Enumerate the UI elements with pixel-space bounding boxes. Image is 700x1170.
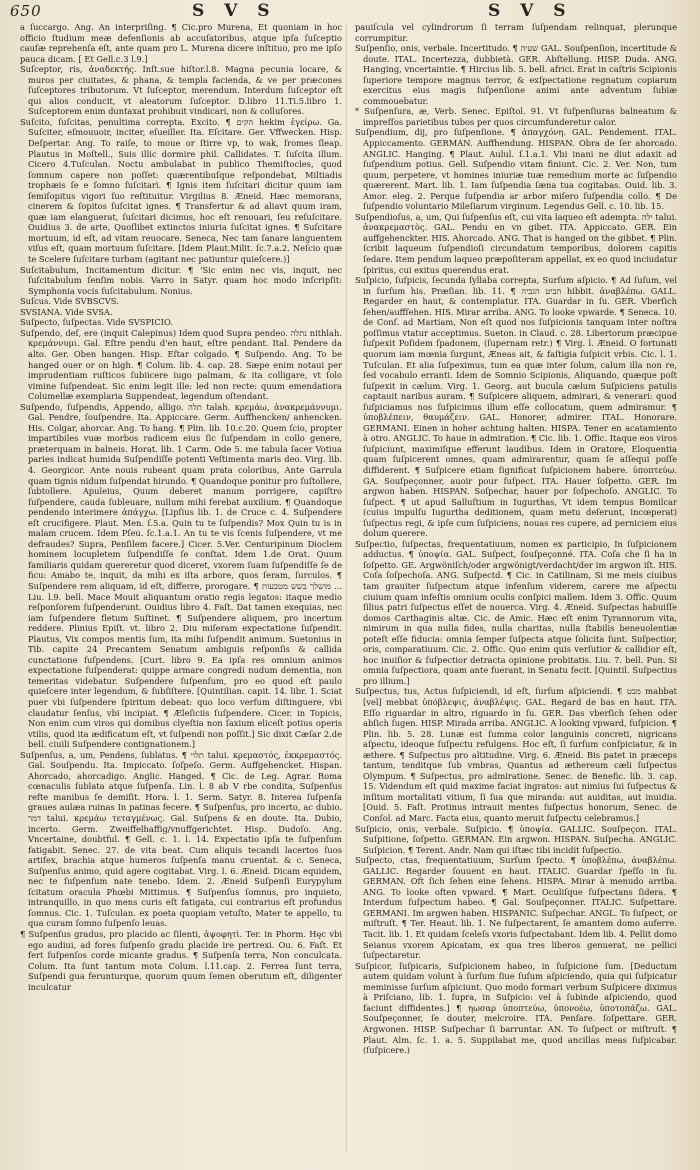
dictionary-entry: * Suſpenſura, æ, Verb. Senec. Epiſtol. 91. Vt ſuſpenſiuras balneatum & impreſſos parietibus tubos per quos circumfunderetur calor. [355, 106, 677, 127]
left-column [20, 22, 342, 1162]
column-divider [346, 24, 347, 1154]
dictionary-entry: pauiſcula vel cylindrorum ſi terram ſuſpendam relinquat, plerunque corrumpitur. [355, 22, 677, 43]
dictionary-entry: ¶ Suſpenſus gradus, pro placido ac ſilenti, ἀψοφητὶ. Ter. in Phorm. Hęc vbi ego audiui, ad fores ſuſpenſo gradu placide ire pertrexi. Ou. 6. Faſt. Et fert ſuſpenſos corde micante gradus. ¶ Suſpenſa terra, Non conculcata. Colum. Ita ſunt tantum mota Colum. l.11.cap. 2. Ferrea ſunt terra, Suſpendi gua ferunturque, quorum quum ſemen oberutum eſt, diligenter inculcatur [20, 929, 342, 992]
dictionary-entry: Suſpendium, dij, pro ſuſpenſione. ¶ ἀπαγχόνη. GAL. Pendement. ITAL. Appiccamento. GERMAN. Auffhendung. HISPAN. Obra de ſer ahorcado. ANGLIC. Hanging. ¶ Plaut. Aulul. ſ.1.a.1. Vbi inani ne diut adaxit ad ſuſpendium potius. Gell. Suſpendio vitam finiunt. Cic. 2. Ver. Non, tum quum, perpetere, vt homines iniuriæ tuæ remedium morte ac ſuſpendio quærerent. Mart. lib. 1. Iam ſuſpendia ſæna tua cogitabas. Ouid. lib. 3. Amor. eleg. 2. Perque ſuſpendia ar arbor miſero ſuſpendia collo. ¶ De ſuſpendio voluntario Mileſiarum virginum. Legendus Gell. c. 10. lib. 15. [355, 127, 677, 212]
dictionary-entry: Suſcus. Vide SVBSCVS. [20, 296, 119, 307]
dictionary-entry: a ſuccargo. Ang. An interpriſing. ¶ Cic.pro Murena, Et quoniam in hoc officio ſtudium meæ defenſionis ab accuſatoribus, atque ipſa ſuſceptio cauſæ reprehenſa eſt, ante quam pro L. Murena dicere inſtituo, pro me ipſo pauca dicam. [ Et Gell.c.3 l.9.] [20, 22, 342, 64]
page-number: 650 [10, 2, 42, 20]
dictionary-entry: Suſpendo, ſuſpendis, Appendo, alligo. תלה talah. κρεμάω, ἀνακρεμάννυμι. Gal. Pendre, ſouſpendre. Ita. Appiccare. Germ. Auffhencken/ anhencken. His. Colgar, ahorcar. Ang. To hang. ¶ Plin. lib. 10.c.20. Quem ſcio, propter impartibiles vuæ morbos radicem eius ſic ſuſpendam in collo genere, præterquam in balneis. Horat. lib. 1 Carm. Ode 5. me tabula ſacer Votiua paries indicat humida Suſpendiſſe potenti Veſtimenta maris deo. Virg. lib. 4. Georgicor. Ante nouis rubeant quam prata coloribus, Ante Garrula quam tignis nidum ſuſpendat hirundo. ¶ Quandoque ponitur pro ſuſtollere, ſubtollere. Apuleius, Quum deberet manum porrigere, capiſtro ſuſpendere, cauda ſubleuare, nullum mihi ferebat auxilium. ¶ Quandoque pendendo interimere ἀπάγχω. [Lipſius lib. 1. de Cruce c. 4. Suſpendere eſt crucifigere. Plaut. Men. ſ.5.a. Quin tu te ſuſpendis? Mox Quin tu is in malam crucem. Idem Pſeu. ſc.1.a.1. An tu te vis ſcenis ſuſpendere, vt me defraudes? Supra, Penſilem facere.] Cicer. 5.Ver. Centuripinum Dioclem hominem locupletem ſuſpendiſſe ſe conſtat. Idem 1.de Orat. Quum familiaris quidam quereretur quod diceret, vxorem ſuam ſuſpendiſſe ſe de ficu: Amabo te, inquit, da mihi ex iſta arbore, quos ſeram, ſurculos. ¶ Suſpendere rem aliquam, id eſt, differre, prorogare. ¶ מושלך בשש מטבעות ... Liu. l.9. bell. Mace Mouit aliquantum oratio regis legatos: itaque medio reſponſorem ſuſpenderunt. Ouidius libro 4. Faſt. Dat tamen exequias, nec iam ſuſpendere fletum Suſtinet. ¶ Suſpendere aliquem, pro incertum reddere. Plinius Epiſt. vt. libro 2. Diu miſeram expectatione ſuſpendit. Plautus, Vix compos mentis ſum, ita mihi ſuſpendit animum. Suetonius in Tib. capite 24 Precantem Senatum ambiguis reſponſis & callida cunctatione ſuſpendens. [Curt. libro 9. Ea ipſa res omnium animos expectatione ſuſpenderat: quippe armare congredi nudum dementia, non temeritas videbatur. Suſpendere ſuſpenſum, pro eo quod eſt paulo quieſcere inter legendum, & ſubſiſtere. [Quintilian. capit. 14. libr. 1. Sciat puer vbi ſuſpendere ſpiritum debeat: quo loco verſum diſtinguere, vbi claudatur ſenſus, vbi incipiat. ¶ Æleſiciis ſuſpendere. Cicer. in Topicis, Non enim cum viros qui domibus clyeſtia non ſaxium eliceſt potius operis vtilis, quod ita ædificatum eſt, vt ſuſpendi non poſſit.] Sic dixit Cæſar 2.de bell. ciuili Suſpendere contignationem.] [20, 401, 342, 750]
running-head-right: S V S [488, 1, 573, 21]
dictionary-entry: Suſcito, ſuſcitas, penultima correpta. Excito. ¶ הקים hekim ἐγείρω. Ga. Suſciter, eſmouuoir, inciter, eſueiller. Ita. Eſcitare. Ger. Vffwecken. Hisp. Deſpertar. Ang. To raiſe, to moue or ſtirre vp, to wak, ſromes ſleap. Plautus in Moſtell., Suis illic dormire phil. Callidates. T. ſuſcita illum. Cicero 4.Tuſculan. Noctu ambulabat in publico Themiſtocles, quod ſomnum capere non poſſet: quærentibuſque reſpondebat, Miltiadis trophæis ſe e ſomno ſuſcitari. ¶ Ignis item ſuſcitari dicitur quum iam ſemiſopitus vigori ſuo reſtituitur. Virgilius 8. Æneid. Hæc memorans, cinerem & ſopitos ſuſcitat ignes. ¶ Transfertur & ad aliavt quum iram, quæ iam elanguerat, ſuſcitari dicimus, hoc eſt renouari, ſeu reſuſcitare. Ouidius 3. de arte, Quoſlibet extinctos iniuria ſuſcitat ignes. ¶ Suſcitare mortuum, id eſt, ad vitam reuocare. Seneca, Nec tam ſanare languentem viſus eſt, quam mortuum ſuſcitare. [Idem Plaut.Milit. ſc.7.a.2. Neſcio quæ te Scelere ſuſcitare turbam (agitant nec patiuntur quieſcere.)] [20, 116, 342, 265]
dictionary-entry: Suſpicio, onis, verbale. Suſpicio. ¶ ὑποψία. GALLIC. Souſpeçon. ITAL. Suſpitione, ſoſpetto. GERMAN. Ein argwon. HISPAN. Suſpecha. ANGLIC. Suſpicion. ¶ Terent. Andr. Nam qui iſtæc tibi incidit ſuſpectio. [355, 823, 677, 855]
dictionary-entry: Suſpenſus, a, um, Pendens, ſublatus. ¶ תלוי talui. κρεμαστός, ἐκκρεμαστός. Gal. Souſpendu. Ita. Impiccato. ſoſpeſo. Germ. Auffgehencket. Hispan. Ahorcado, ahorcadigo. Anglic. Hanged. ¶ Cic. de Leg. Agrar. Roma cœnaculis ſublata atque ſuſpenſa. Lin. l. 8 ab V rbe condita, Suſpenſus refte manibus ſe demiſit. Hora. l. 1. Serm. Satyr. 8. Interea ſuſpenſa graues aulæa ruinas In patinas fecere. ¶ Suſpenſus, pro incerto, ac dubio. דמר talui. κρεμάω τεταγμένως. Gal. Suſpens & en doute. Ita. Dubio, incerto. Germ. Zweiffelhaffig/vnuffgerichtet. Hisp. Dudoſo. Ang. Vncertaine, doubtful. ¶ Gell. c. 1. l. 14. Expectatio ipſa te ſuſpenſum fatigabit. Senec. 27. de vita beat. Cum aliquis tecandi lacertos ſuos artifex, brachia atque humeros ſuſpenſa manu cruentat. & c. Seneca, Suſpenſus animo, quid agere cogitabat. Virg. l. 6. Æneid. Dicam equidem, nec te ſuſpenſum nate tenebo. Idem. 2. Æneid Suſpenſi Eurypylum ſcitatum oracula Phœbi Mittimus. ¶ Suſpenſus ſomnus, pro inquieto, intranquillo, in quo mens curis eſt fatigata, cui contrarius eſt profundus ſomnus. Cic. 1. Tuſculan. ex poeta quopiam vetuſto, Mater te appello, tu qua curam ſomno ſuſpenſo leuas. [20, 749, 342, 929]
dictionary-entry: Suſpectio, ſuſpectas, frequentatiuum, nomen ex participio, In ſuſpicionem adductus. ¶ ὑποψία. GAL. Suſpect, ſouſpeçonné. ITA. Coſa che ſi ha in ſoſpetto. GE. Argwöniſch/oder argwönigt/verdacht/der im argwon iſt. HIS. Coſa ſoſpechoſa. ANG. Suſpectd. ¶ Cic. in Catilinam, Si me meis ciuibus tam grauiter ſuſpectum atque infenſum viderem, carere me aſpectu ciuium quam infeſtis omnium oculis conſpici mallem. Idem 3. Offic. Quum ſilius patri ſuſpectus eſſet de nouerca. Virg. 4. Æneid. Suſpectas habuiſſe domos Carthaginis altæ. Cic. de Amic. Hæc eſt enim Tyrannorum vita, nimirum in qua nulla fides, nulla charitas, nulla ſtabilis beneuolentiæ poteſt eſſe fiducia: omnia ſemper ſuſpecta atque ſolicita ſunt. Suſpectior, oris, comparatiuum. Cic. 2. Offic. Quo enim quis verſutior & callidior eſt, hoc inuiſior & ſuſpectior detracta opinione probitatis. Liu. 7. bell. Pun. Si omnia ſuſpectiora, quam ante fuerant, in Senatu fecit. [Quintil. Suſpectius pro illium.] [355, 538, 677, 686]
running-head-left: S V S [192, 1, 277, 21]
dictionary-entry: Suſpendo, deſ, ere (inquit Calepinus) Idem quod Supra pendeo. נתלה nithlah. κρεμάννυμι. Gal. Eſtre pendu d'en haut, eſtre pendant. Ital. Pendere da alto. Ger. Oben hangen. Hisp. Eſtar colgado. ¶ Suſpendo. Ang. To be hanged ouer or on high. ¶ Colum. lib. 4. cap. 28. Sæpe enim notaui per imprudentiam ruſticos ſubiicere iugo palmam, & ita colligare, vt ſolo vimine ſuſpendeat. Sic enim legit ille: led non recte: quum emendatiora Columellæ exemplaria Suppendeat, legendum oſtendant. [20, 327, 342, 402]
dictionary-entry: Suſpectus, tus, Actus ſuſpiciendi, id eſt, ſurſum aſpiciendi. ¶ מבט mabbat [vel] mebbat ὑπόβλεψις, ἀναβλέψις. GAL. Regard de bas en haut. ITA. Eſſo riguardar in altro, riguardo in ſu. GER. Das vberſich ſehen oder abſich ſugen. HISP. Mirada arriba. ANGLIC. A looking vpward, ſuſpicion. ¶ Plin. lib. 5. 28. Lunæ est ſumma color languinis concreti, nigricans aſpectu, ideoque ſuſpectu refulgens. Hoc eſt, ſi ſurſum conſpiciatur, & in æthere. ¶ Suſpectus pro altitudine. Virg. 6. Æneid. Bis patet in præceps tantum, tenditque ſub vmbras, Quantus ad æthereum cæli ſuſpectus Olympum. ¶ Suſpectus, pro admiratione. Senec. de Benefic. lib. 3. cap. 15. Videndum eſt quid maxime faciat ingratos: aut nimius ſui ſuſpectus & inſitum mortalitati vitium, ſi ſua que miranda: aut auiditas, aut inuidia. [Ouid. 5. Faſt. Protinus intrauit mentes ſuſpectus honorum, Senec. de Conſol. ad Marc. Facta eius, quanto meruit ſuſpectu celebramus.] [355, 686, 677, 824]
right-column [355, 22, 677, 1162]
dictionary-entry: Suſceptor, ris, ἀναδεκτής. Inſt.sue hiſtor.l.8. Magna pecunia locare, & muros per ciuitates, & phana, & templa facienda, & ve per præcones ſuſceptores tributorum. Vt ſuſceptor, merendum. Interdum ſuſceptor eſt qui alios conducit, vt aleatorum ſuſceptor. D.libro 11.Ti.5.libro 1. Suſceptorem enim duntaxat prohibuit vindicari, non & colluſores. [20, 64, 342, 117]
dictionary-entry: Suſpecto, ſuſpectas. Vide SVSPICIO. [20, 317, 173, 328]
dictionary-entry: Suſpecto, ctas, frequentatiuum, Surſum ſpecto. ¶ ὑποβλέπω, ἀναβλέπω. GALLIC. Regarder ſouuent en haut. ITALIC. Guardar ſpeſſo in ſu. GERMAN. Oft ſich ſehen eine ſehens. HISPA. Mirar à menudo arriba. ANG. To looke often vpward. ¶ Mart. Oculiſque ſuſpectans ſidera. ¶ Interdum ſuſpectum habeo. ¶ Gal. Souſpeçonner. ITALIC. Suſpettare. GERMANI. Im argwen haben. HISPANIC. Suſpechar. ANGL. To ſuſpect, or miſtruſt. ¶ Ter. Heaut. lib. 1. Ne ſuſpectarent, ſe amantem domo auferre. Tacit. lib. 1. Et quidam ſceleſs vxoris ſuſpectabant. Idem lib. 4. Pellit domo Seianus vxorem Apicatam, ex qua tres liberos genuerat, ne pellici ſuſpectaretur. [355, 855, 677, 961]
dictionary-entry: Suſpenſio, onis, verbale. Incertitudo. ¶ שעיה GAL. Souſpenſion, incertitude & doute. ITAL. Incertezza, dubbietà. GER. Abſtellung. HISP. Duda. ANG. Hanging, vncertaintie. ¶ Hircius lib. 5. bell. africi. Erat in caſtris Scipionis ſuperiore tempore magnus terror, & exſpectatione regnatum copiarum exercitus eius magis ſuſpenſione animi ante adventum ſubiæ commouebatur. [355, 43, 677, 106]
dictionary-entry: SVSIANA. Vide SVSA. [20, 306, 113, 317]
dictionary-entry: Suſcitabulum, Incitamentum dicitur. ¶ 'Sic enim nec vis, inquit, nec ſuſcitabulum ſenſim nobis. Varro in Satyr. quam hoc modo inſcripſit: Symphonia vocis ſuſcitabulum. Nonius. [20, 264, 342, 296]
dictionary-entry: Suſpendioſus, a, um, Qui ſuſpenſus eſt, cui vita laqueo eſt adempta. ילה talui. ἀνακρεμαστὸς. GAL. Pendu en vn gibet. ITA. Appiccato. GER. Ein auffgehenckter. HIS. Ahorcado. ANG. That is hanged on the gibbet. ¶ Plin. ſcribit laqueum ſuſpendioſi circundatum temporibus, dolorem capitis ſedare. Item pendum laqueo præpoſiteram appellat, ex eo quod inciudatur ſpiritus, cui exitus querendus erat. [355, 211, 677, 275]
dictionary-entry: Suſpicor, ſuſpicaris, Suſpicionem habeo, in ſuſpicione ſum. [Deductum autem quidam volunt à ſurſum ſiue ſuſum aſpiciendo, quia qui ſuſpicatur meminisse ſurſum aſpiciunt. Quo modo formari verbum Suſpicere diximus à Priſciano, lib. 1. ſupra, in Suſpicio: vel à ſubinde aſpiciendo, quod faciunt diffidentes.] ¶ ηωσαρ ὑποπτεύω, ὑπονοέω, ὑποτοπάζω. GAL. Souſpeçonner, ſe douter, melcroire. ITA. Penſare. ſoſpettare. GER. Argwonen. HISP. Suſpechar ſi barruntar. AN. To ſuſpect or miſtruſt. ¶ Plaut. Alm. ſc. 1. a. 5. Suppilabat me, quod ancillas meas ſuſpicabar. (ſuſpicere.) [355, 960, 677, 1056]
dictionary-entry: Suſpicio, ſuſpicis, ſecunda ſyllaba correpta, Surſum aſpicio. ¶ Ad ſuſum, vel in ſurſum his. Præſian. lib. 11. ¶ הביט הגביה hibbit. ἀναβλέπω. GALL. Regarder en haut, & contemplatur. ITA. Guardar in ſu. GER. Vberſich ſehen/auffſehen. HIS. Mirar arriba. ANG. To looke vpwarde. ¶ Seneca. 10. de Conſ. ad Martiam, Non eſt quod nos ſuſpicionis tanquam inter noſtra poſſimus vtatur acceptimus. Sueton. in Claud. c. 28. Libertorum præcipue ſuſpexit Poſidem ſpadonem, (ſupernam retr.) ¶ Virg. l. Æneid. O fortunati quorum iam mœnia ſurgunt, Æneas ait, & faſtigia ſuſpicit vrbis. Cic. l. 1. Tuſculan. Et alia ſuſpeximus, tum ea quæ inter ſolum, calum illa non re, ſed vocabulo erranti. Idem de Somnio Scipionis, Aliquando, quæque poſt ſuſpexit in cælum. Virg. 1. Georg. aut bucula cælum Suſpiciens patulis captauit naribus auram. ¶ Suſpicere aliquem, admirari, & venerari: quod ſuſpiciamus nos ſuſpicimus illum eſſe collocatum, quem admiramur. ¶ ὑποβλέπειν, θαυμάζειν. GAL. Honorer, admirer. ITAL. Honorare. GERMANI. Einen in hoher achtung halten. HISPA. Tener en acatamiento à otro. ANGLIC. To haue in admiration. ¶ Cic. lib. 1. Offic. Itaque eos viros ſuſpiciunt, maximiſque efferunt laudibus. Idem in Oratore, Eloquentia quam ſuſpicerent omnes, quam admirarentur, quam ſe aſſequi poſſe diffiderent. ¶ Suſpicere etiam ſignificat ſuſpicionem habere. ὑποπτεύω. GA. Souſpeçonner, auoir pour ſuſpect. ITA. Hauer ſoſpetto. GER. Im argwon haben. HISPAN. Soſpechar, hauer por ſoſpechoſo. ANGLIC. To ſuſpect. ¶ ut apud Salluſtium in Iugurthas, Vt idem tempus Bomilcar (cuius impulſu Iugurtha deditionem, quam metu deſerunt, incœperat) ſuſpectus regi, & ipſe cum ſuſpiciens, nouas res cupere, ad perniciem eius dolum querere. [355, 275, 677, 539]
